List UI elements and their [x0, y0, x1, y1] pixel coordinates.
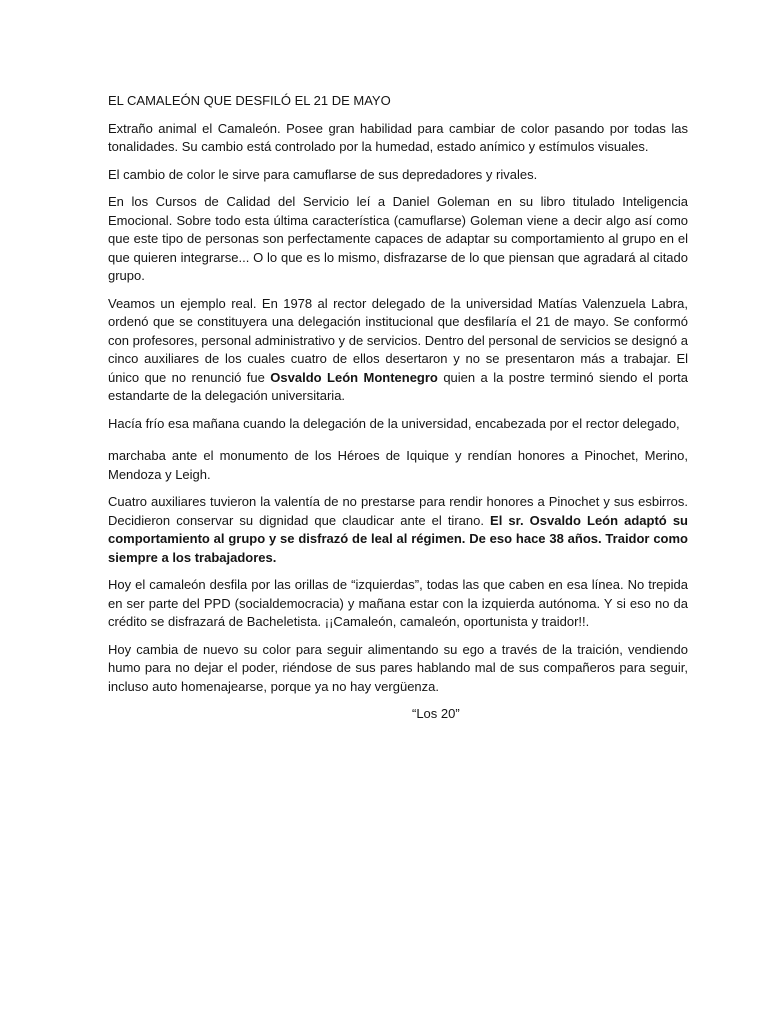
- paragraph-7: [108, 493, 688, 567]
- paragraph-4-text-end: quien a la postre terminó siendo el porta estandarte de la delegación universitaria.: [108, 369, 688, 403]
- document-title: EL CAMALEÓN QUE DESFILÓ EL 21 DE MAYO: [108, 93, 391, 108]
- paragraph-8: Hoy el camaleón desfila por las orillas de “izquierdas”, todas las que caben en esa línea. No trepida en ser parte del PPD (socialdemocracia) y mañana estar con la izquierda autónoma. Y si eso no da crédito se disfrazará de Bacheletista. ¡¡Camaleón, camaleón, oportunista y traidor!!.: [108, 577, 688, 629]
- paragraph-7-text-start: Cuatro auxiliares tuvieron la valentía de no prestarse para rendir honores a Pinochet y sus esbirros. Decidieron conservar su dignidad que claudicar ante el tirano.: [108, 494, 688, 528]
- paragraph-4-text-start: Veamos un ejemplo real. En 1978 al rector delegado de la universidad Matías Valenzuela Labra, ordenó que se constituyera una delegación institucional que desfilaría el 21 de mayo. Se conformó con profesores, personal administrativo y de servicios. Dentro del personal de servicios se designó a cinco auxiliares de los cuales cuatro de ellos desertaron y no se presentaron más a trabajar. El único que no renunció fue: [108, 295, 688, 385]
- paragraph-4: [108, 295, 688, 406]
- paragraph-3: En los Cursos de Calidad del Servicio leí a Daniel Goleman en su libro titulado Inteligencia Emocional. Sobre todo esta última característica (camuflarse) Goleman viene a decir algo así como que este tipo de personas son perfectamente capaces de adaptar su comportamiento al grupo en el que quieren integrarse... O lo que es lo mismo, disfrazarse de lo que piensan que agradará al citado grupo.: [108, 194, 688, 283]
- paragraph-6: marchaba ante el monumento de los Héroes de Iquique y rendían honores a Pinochet, Merino, Mendoza y Leigh.: [108, 448, 688, 482]
- paragraph-2: El cambio de color le sirve para camuflarse de sus depredadores y rivales.: [108, 166, 538, 182]
- paragraph-9: Hoy cambia de nuevo su color para seguir alimentando su ego a través de la traición, vendiendo humo para no dejar el poder, riéndose de sus pares hablando mal de sus compañeros para seguir, incluso auto homenajearse, porque ya no hay vergüenza.: [108, 641, 688, 694]
- paragraph-7-bold-text: El sr. Osvaldo León adaptó su comportamiento al grupo y se disfrazó de leal al régimen. De eso hace 38 años. Traidor como siempre a los trabajadores.: [108, 512, 688, 565]
- paragraph-5: Hacía frío esa mañana cuando la delegación de la universidad, encabezada por el rector delegado,: [108, 415, 680, 431]
- paragraph-4-bold-name: Osvaldo León Montenegro: [270, 369, 438, 385]
- signature: “Los 20”: [412, 706, 460, 721]
- document-page: [108, 92, 688, 724]
- paragraph-1: Extraño animal el Camaleón. Posee gran habilidad para cambiar de color pasando por todas las tonalidades. Su cambio está controlado por la humedad, estado anímico y estímulos visuales.: [108, 120, 688, 154]
